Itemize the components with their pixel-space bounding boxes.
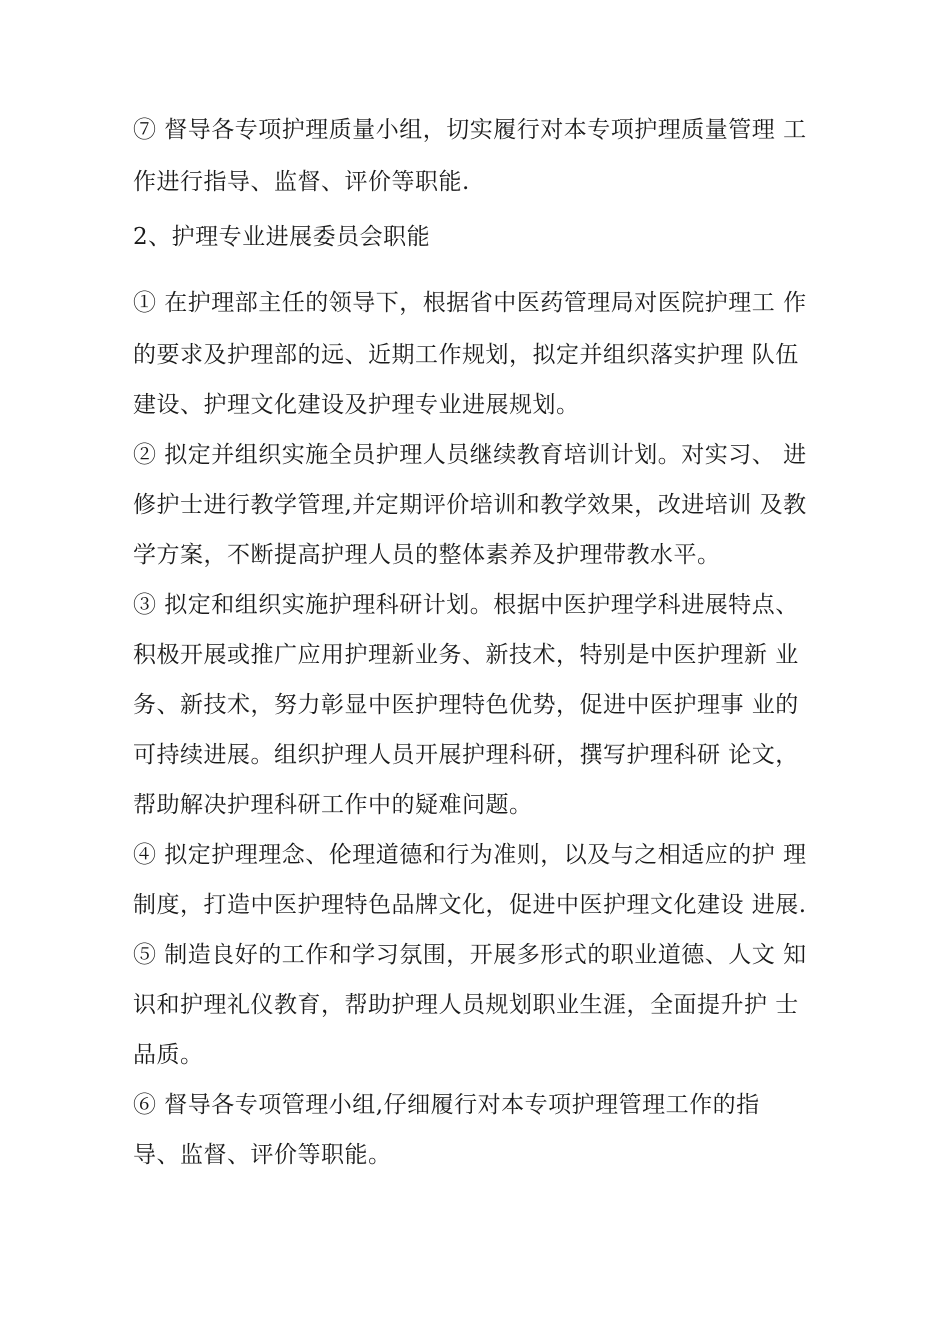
text-line-10: ③ 拟定和组织实施护理科研计划。根据中医护理学科进展特点、 <box>133 592 799 618</box>
text-line-4: ① 在护理部主任的领导下，根据省中医药管理局对医院护理工 作 <box>133 290 807 316</box>
text-line-6: 建设、护理文化建设及护理专业进展规划。 <box>133 392 580 418</box>
section-heading: 2、护理专业进展委员会职能 <box>133 224 431 250</box>
text-line-7: ② 拟定并组织实施全员护理人员继续教育培训计划。对实习、 进 <box>133 442 807 468</box>
text-line-9: 学方案，不断提高护理人员的整体素养及护理带教水平。 <box>133 542 721 568</box>
text-line-13: 可持续进展。组织护理人员开展护理科研，撰写护理科研 论文， <box>133 742 799 768</box>
text-line-19: 品质。 <box>133 1042 204 1068</box>
text-line-15: ④ 拟定护理理念、伦理道德和行为准则，以及与之相适应的护 理 <box>133 842 807 868</box>
text-line-1: ⑦ 督导各专项护理质量小组，切实履行对本专项护理质量管理 工 <box>133 117 807 143</box>
text-line-20: ⑥ 督导各专项管理小组,仔细履行对本专项护理管理工作的指 <box>133 1092 760 1118</box>
text-line-12: 务、新技术，努力彰显中医护理特色优势，促进中医护理事 业的 <box>133 692 799 718</box>
text-line-17: ⑤ 制造良好的工作和学习氛围，开展多形式的职业道德、人文 知 <box>133 942 807 968</box>
text-line-21: 导、监督、评价等职能。 <box>133 1142 392 1168</box>
text-line-2: 作进行指导、监督、评价等职能. <box>133 169 470 195</box>
text-line-16: 制度，打造中医护理特色品牌文化，促进中医护理文化建设 进展. <box>133 892 807 918</box>
text-line-11: 积极开展或推广应用护理新业务、新技术，特别是中医护理新 业 <box>133 642 799 668</box>
text-line-5: 的要求及护理部的远、近期工作规划，拟定并组织落实护理 队伍 <box>133 342 799 368</box>
text-line-8: 修护士进行教学管理,并定期评价培训和教学效果，改进培训 及教 <box>133 492 807 518</box>
text-line-14: 帮助解决护理科研工作中的疑难问题。 <box>133 792 533 818</box>
text-line-18: 识和护理礼仪教育，帮助护理人员规划职业生涯，全面提升护 士 <box>133 992 799 1018</box>
